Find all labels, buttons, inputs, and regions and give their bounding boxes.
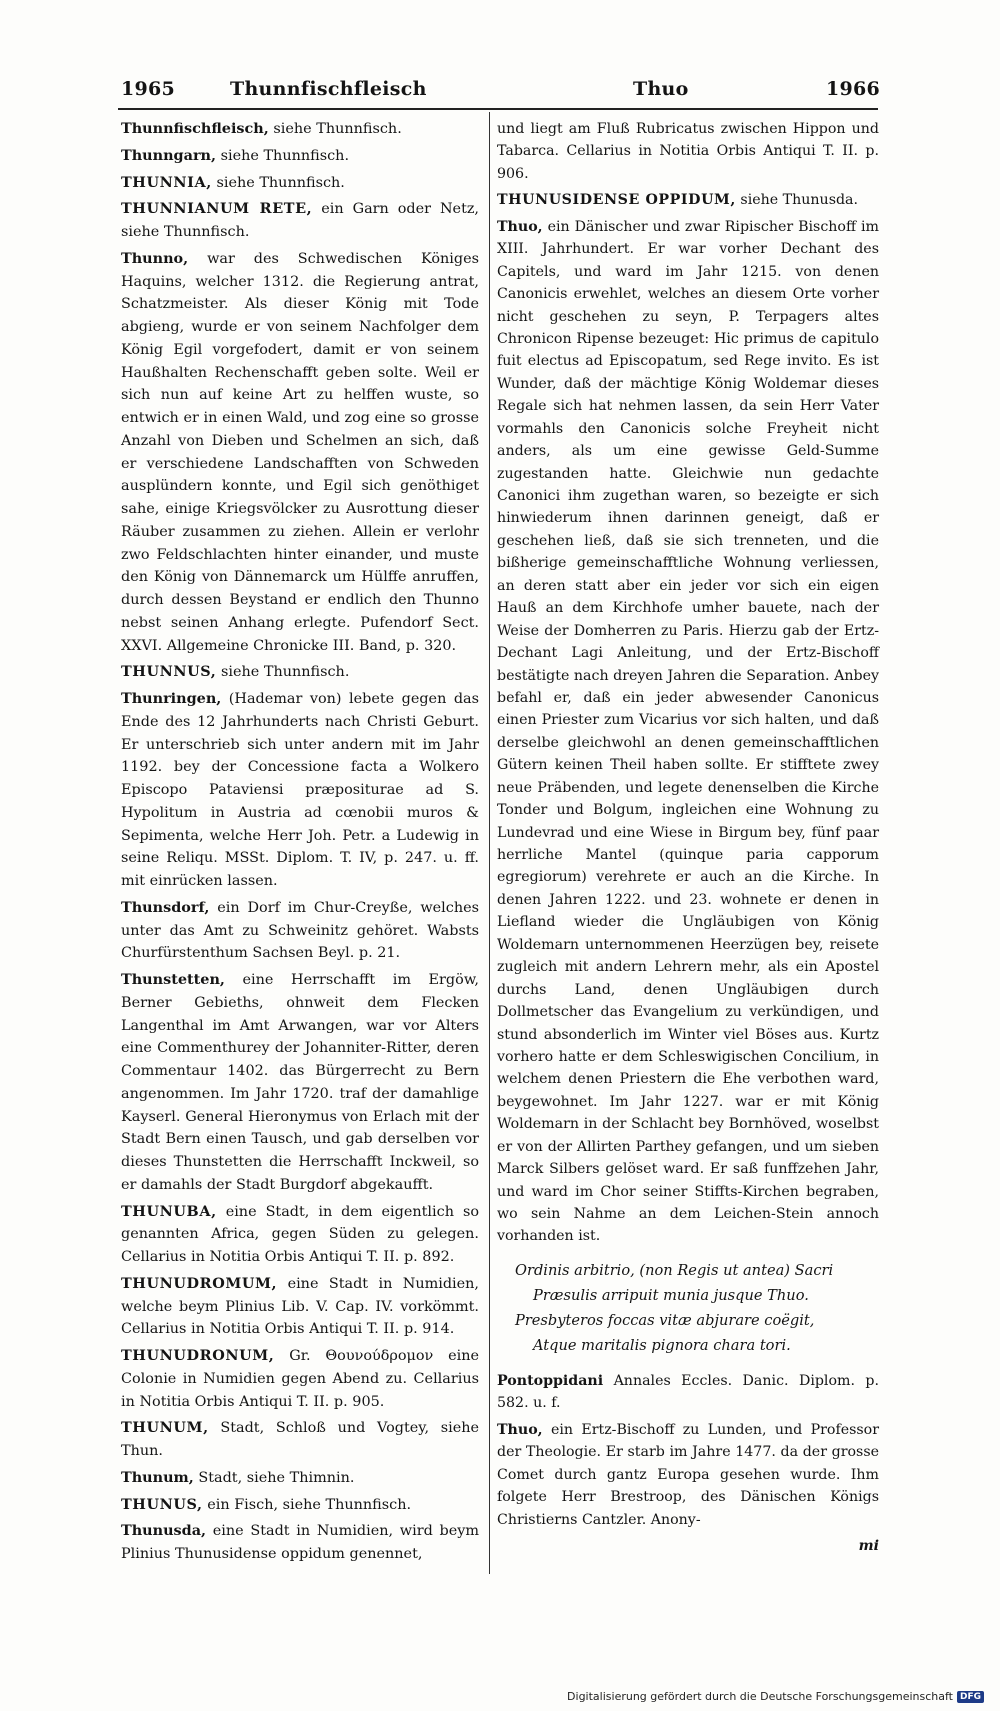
entry-text: (Hademar von) lebete gegen das Ende des 12 Jahrhunderts nach Christi Geburt. Er unterschrieb sich unter andern mit im Jahr 1192. bey der Concessione facta a Wolkero Episcopo Pataviensi præpositurae ad S. Hypolitum in Austria ad cœnobii muros & Sepimenta, welche Herr Joh. Petr. a Ludewig in seine Reliqu. MSSt. Diplom. T. IV, p. 247. u. ff. mit einrücken lassen. — [121, 691, 479, 889]
entry-text: siehe Thunnfisch. — [216, 174, 345, 191]
left-running-title: Thunnfischfleisch — [230, 78, 427, 100]
entry-headword: THUNUSIDENSE OPPIDUM, — [497, 192, 736, 209]
entry-text: siehe Thunnfisch. — [273, 121, 402, 137]
entry-text: siehe Thunusda. — [740, 192, 859, 209]
entry-text: Stadt, Schloß und Vogtey, siehe Thun. — [121, 1420, 479, 1459]
dictionary-entry — [121, 1520, 479, 1566]
entry-text: ein Dorf im Chur-Creyße, welches unter das Amt zu Schweinitz gehöret. Wabsts Churfürstenthum Sachsen Beyl. p. 21. — [121, 899, 479, 962]
quote-line: Ordinis arbitrio, (non Regis ut antea) Sacri — [515, 1261, 834, 1279]
entry-headword: THUNUDROMUM, — [121, 1274, 278, 1292]
entry-headword: THUNUS, — [121, 1495, 203, 1513]
entry-headword: Thunsdorf, — [121, 898, 210, 916]
left-column — [121, 118, 479, 1570]
dictionary-entry — [121, 248, 479, 658]
entry-headword: Thunngarn, — [121, 146, 217, 164]
dictionary-entry — [121, 661, 479, 684]
entry-headword: THUNNIANUM RETE, — [121, 200, 313, 218]
entry-headword: THUNNIA, — [121, 173, 212, 191]
entry-text: eine Stadt in Numidien, welche beym Plinius Lib. V. Cap. IV. vorkömmt. Cellarius in Notitia Orbis Antiqui T. II. p. 914. — [121, 1275, 480, 1338]
dictionary-entry — [121, 1467, 479, 1490]
right-entries-before-quote — [497, 189, 879, 1248]
right-entries-after-quote — [497, 1370, 879, 1531]
dictionary-entry — [497, 1419, 879, 1531]
dictionary-entry — [121, 198, 479, 244]
dictionary-entry — [121, 1417, 479, 1463]
entry-text: eine Herrschafft im Ergöw, Berner Gebieths, ohnweit dem Flecken Langenthal im Amt Arwangen, war vor Alters eine Commenthurey der Johanniter-Ritter, deren Commentaur 1402. das Bürgerrecht zu Bern angenommen. Im Jahr 1720. traf der damahlige Kayserl. General Hieronymus von Erlach mit der Stadt Bern einen Tausch, und gab derselben vor dieses Thunstetten die Herrschafft Inckweil, so er damahls der Stadt Burgdorf abgekaufft. — [121, 972, 479, 1193]
entry-headword: Thunusda, — [121, 1522, 207, 1540]
left-page-number: 1965 — [121, 78, 176, 100]
entry-text: ein Fisch, siehe Thunnfisch. — [207, 1496, 412, 1513]
footer — [567, 1690, 984, 1703]
entry-text: Stadt, siehe Thimnin. — [198, 1469, 355, 1486]
column-divider — [489, 112, 490, 1574]
entry-text: Gr. Θουνούδρομον eine Colonie in Numidien gegen Abend zu. Cellarius in Notitia Orbis Antiqui T. II. p. 905. — [121, 1348, 480, 1410]
entry-text: war des Schwedischen Königes Haquins, welcher 1312. die Regierung antrat, Schatzmeister. Als dieser König mit Tode abgieng, wurde er von seinem Nachfolger dem König Egil vorgefodert, damit er von seinem Haußhalten Rechenschafft geben solte. Weil er sich nun auf keine Art zu helffen wuste, so entwich er in einen Wald, und zog eine so grosse Anzahl von Dieben und Schelmen an sich, daß er verschiedene Landschafften von Schweden ausplündern konnte, und Egil sich genöthiget sahe, einige Kriegsvölcker zu Ausrottung dieser Räuber zusammen zu ziehen. Allein er verlohr zwo Feldschlachten hinter einander, und muste den König von Dännemarck um Hülffe anruffen, durch dessen Beystand er endlich den Thunno nebst seinen Anhang erlegte. Pufendorf Sect. XXVI. Allgemeine Chronicke III. Band, p. 320. — [121, 250, 479, 654]
entry-headword: Thunnfischfleisch, — [121, 120, 269, 137]
entry-text: eine Stadt in Numidien, wird beym Plinius Thunusidense oppidum genennet, — [121, 1523, 479, 1562]
dictionary-entry — [497, 1370, 879, 1415]
right-running-title: Thuo — [633, 78, 689, 100]
entry-text: ein Dänischer und zwar Ripischer Bischoff im XIII. Jahrhundert. Er war vorher Dechant des Capitels, und ward im Jahr 1215. von denen Canonicis erwehlet, welches an diesem Orte vorher nicht geschehen zu seyn, P. Terpagers altes Chronicon Ripense bezeuget: Hic primus de capitulo fuit electus ad Episcopatum, sed Rege invito. Es ist Wunder, daß der mächtige König Woldemar dieses Regale sich hat nehmen lassen, da sein Herr Vater vormahls den Canonicis solche Freyheit nicht anders, als um eine gewisse Geld-Summe zugestanden hatte. Gleichwie nun gedachte Canonici ihm zugethan waren, so bezeigte er sich hinwiederum ihnen darinnen geneigt, daß er geschehen ließ, daß sie sich trenneten, und die bißherige gemeinschafftliche Wohnung verliessen, an deren statt aber ein jeder vor sich ein eigen Hauß an dem Kirchhofe umher bauete, nach der Weise der Domherren zu Paris. Hierzu gab der Ertz-Dechant Lagi Anleitung, und der Ertz-Bischoff bestätigte nach dreyen Jahren die Separation. Anbey befahl er, daß ein jeder abwesender Canonicus einen Priester zum Vicarius vor sich halten, und daß derselbe gleichwohl an denen gemeinschafftlichen Gütern keinen Theil haben sollte. Er stifftete zwey neue Präbenden, und legete denenselben die Kirche Tonder und Bolgum, ingleichen eine Wohnung zu Lundevrad und eine Wiese in Birgum bey, fünf paar herrliche Mantel (quinque paria capporum egregiorum) verehrete er auch an die Kirche. In denen Jahren 1222. und 23. wohnete er denen in Liefland wieder die Ungläubigen von König Woldemarn unternommenen Heerzügen bey, reisete zugleich mit andern Lehrern mehr, als ein Apostel durchs Land, denen Ungläubigen durch Dollmetscher das Evangelium zu verkündigen, und stund absonderlich im Winter viel Böses aus. Kurtz vorhero hatte er dem Schleswigischen Concilium, in welchem denen Priestern die Ehe verbothen ward, beygewohnet. Im Jahr 1227. war er mit König Woldemarn in der Schlacht bey Bornhöved, woselbst er von der Allirten Parthey gefangen, und um sieben Marck Silbers gelöset ward. Er saß funffzehen Jahr, und ward im Chor seiner Stiffts-Kirchen begraben, wo sein Nahme an dem Leichen-Stein annoch vorhanden ist. — [497, 218, 879, 1245]
quote-line: Presbyteros foccas vitæ abjurare coëgit, — [515, 1311, 815, 1329]
catchword: mi — [858, 1537, 879, 1554]
dictionary-entry — [121, 145, 479, 168]
entry-headword: Thunum, — [121, 1468, 194, 1486]
dictionary-entry — [121, 1494, 479, 1517]
header-rule — [118, 108, 878, 110]
entry-headword: THUNNUS, — [121, 663, 217, 681]
entry-headword: Thunno, — [121, 249, 189, 267]
entry-text: siehe Thunnfisch. — [220, 147, 350, 164]
entry-text: eine Stadt, in dem eigentlich so genannten Africa, gegen Süden zu gelegen. Cellarius in Notitia Orbis Antiqui T. II. p. 892. — [121, 1203, 479, 1265]
dictionary-entry — [121, 969, 479, 1197]
entry-text: ein Garn oder Netz, siehe Thunnfisch. — [121, 201, 480, 240]
entry-headword: THUNUM, — [121, 1419, 209, 1437]
footer-text: Digitalisierung gefördert durch die Deutsche Forschungsgemeinschaft — [567, 1690, 953, 1703]
entry-headword: Thunringen, — [121, 690, 222, 707]
dictionary-entry — [121, 688, 479, 893]
dictionary-entry — [121, 1273, 479, 1341]
dictionary-entry — [497, 216, 879, 1248]
entry-headword: Thuo, — [497, 218, 543, 235]
dfg-logo: DFG — [957, 1691, 984, 1703]
quote-line: Atque maritalis pignora chara tori. — [533, 1336, 791, 1354]
latin-verse-quote — [497, 1258, 879, 1358]
dictionary-entry — [121, 1345, 479, 1413]
entry-headword: Thuo, — [497, 1421, 543, 1438]
dictionary-entry — [497, 189, 879, 211]
entry-text: ein Ertz-Bischoff zu Lunden, und Professor der Theologie. Er starb im Jahre 1477. da der grosse Comet durch gantz Europa gesehen wurde. Ihm folgete Herr Brestroop, des Dänischen Königs Christierns Cantzler. Anony- — [497, 1421, 880, 1528]
dictionary-entry — [121, 1201, 479, 1269]
dictionary-entry — [121, 172, 479, 195]
right-page-number: 1966 — [826, 78, 881, 100]
entry-headword: Pontoppidani — [497, 1372, 604, 1389]
continuation-text: und liegt am Fluß Rubricatus zwischen Hippon und Tabarca. Cellarius in Notitia Orbis Antiqui T. II. p. 906. — [497, 121, 879, 182]
dictionary-entry — [121, 118, 479, 141]
entry-text: siehe Thunnfisch. — [220, 664, 350, 681]
entry-headword: Thunstetten, — [121, 971, 225, 988]
entry-text: Annales Eccles. Danic. Diplom. p. 582. u. f. — [497, 1372, 879, 1412]
right-column — [497, 118, 879, 1557]
dictionary-entry — [121, 897, 479, 965]
entry-headword: THUNUBA, — [121, 1202, 217, 1220]
quote-line: Præsulis arripuit munia jusque Thuo. — [533, 1286, 809, 1304]
entry-headword: THUNUDRONUM, — [121, 1347, 275, 1364]
